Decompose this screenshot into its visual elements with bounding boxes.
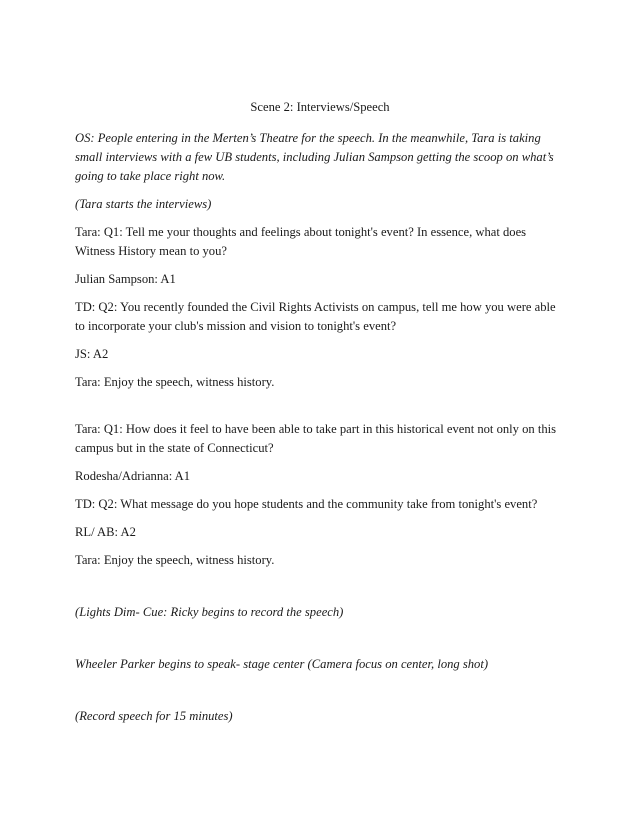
closing-line-second-interview: Tara: Enjoy the speech, witness history. xyxy=(75,553,275,567)
answer-1-second-interview: Rodesha/Adrianna: A1 xyxy=(75,469,191,483)
question-2-first-line-1: TD: Q2: You recently founded the Civil Rights Activists on campus, tell me how you were able xyxy=(75,300,556,314)
question-2-first-line-2: to incorporate your club's mission and vision to tonight's event? xyxy=(75,319,397,333)
question-2-second-interview: TD: Q2: What message do you hope students and the community take from tonight's event? xyxy=(75,497,538,511)
question-1-second-interview xyxy=(75,420,565,458)
opening-shot-line-1: OS: People entering in the Merten’s Theatre for the speech. In the meanwhile, Tara is taking xyxy=(75,131,541,145)
speaker-direction: Wheeler Parker begins to speak- stage center (Camera focus on center, long shot) xyxy=(75,657,489,671)
opening-shot-paragraph xyxy=(75,129,565,186)
closing-line-first-interview: Tara: Enjoy the speech, witness history. xyxy=(75,375,275,389)
question-2-first-interview xyxy=(75,298,565,336)
question-1-second-line-2: campus but in the state of Connecticut? xyxy=(75,441,274,455)
document-content xyxy=(75,98,565,735)
question-1-first-interview xyxy=(75,223,565,261)
interviews-start-direction: (Tara starts the interviews) xyxy=(75,197,212,211)
opening-shot-line-3: going to take place right now. xyxy=(75,169,226,183)
answer-1-first-interview: Julian Sampson: A1 xyxy=(75,272,176,286)
opening-shot-line-2: small interviews with a few UB students, including Julian Sampson getting the scoop on what’s xyxy=(75,150,554,164)
question-1-second-line-1: Tara: Q1: How does it feel to have been able to take part in this historical event not only on this xyxy=(75,422,557,436)
lights-cue-direction: (Lights Dim- Cue: Ricky begins to record the speech) xyxy=(75,605,344,619)
question-1-first-line-2: Witness History mean to you? xyxy=(75,244,227,258)
scene-title: Scene 2: Interviews/Speech xyxy=(250,100,390,114)
answer-2-second-interview: RL/ AB: A2 xyxy=(75,525,136,539)
record-direction: (Record speech for 15 minutes) xyxy=(75,709,233,723)
question-1-first-line-1: Tara: Q1: Tell me your thoughts and feelings about tonight's event? In essence, what does xyxy=(75,225,527,239)
answer-2-first-interview: JS: A2 xyxy=(75,347,109,361)
